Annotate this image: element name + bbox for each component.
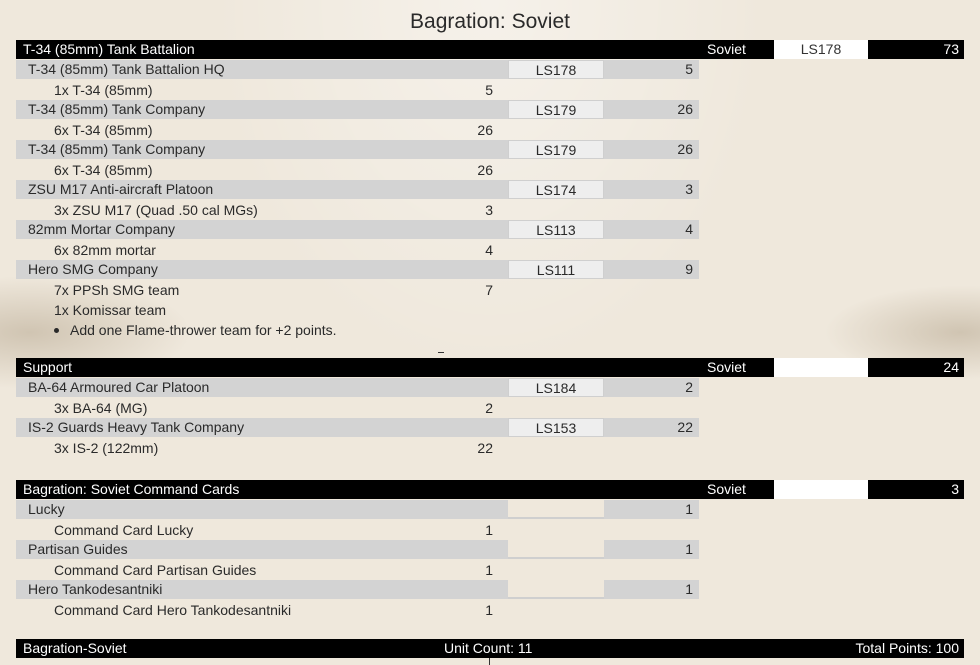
unit-composition-row: [16, 600, 964, 620]
composition-points: 4: [485, 242, 493, 258]
unit-composition-row: [16, 398, 964, 418]
formation-nation: Soviet: [707, 481, 746, 497]
unit-points: 22: [604, 418, 699, 437]
formation-section: [16, 358, 964, 458]
divider-mark: [438, 352, 444, 353]
unit-points: 3: [604, 180, 699, 199]
composition-text: Command Card Lucky: [54, 522, 194, 538]
formation-name: T-34 (85mm) Tank Battalion: [23, 41, 195, 57]
unit-row[interactable]: [16, 580, 964, 600]
unit-card: LS179: [508, 140, 604, 159]
bullet-icon: [54, 328, 59, 333]
unit-name: ZSU M17 Anti-aircraft Platoon: [16, 180, 508, 199]
unit-name: Lucky: [16, 500, 508, 519]
unit-card: LS111: [508, 260, 604, 279]
composition-points: 2: [485, 400, 493, 416]
formation-card: [774, 480, 868, 499]
unit-card: LS174: [508, 180, 604, 199]
unit-row[interactable]: [16, 220, 964, 240]
composition-points: 1: [485, 602, 493, 618]
composition-points: 1: [485, 522, 493, 538]
unit-composition-row: [16, 80, 964, 100]
unit-name: BA-64 Armoured Car Platoon: [16, 378, 508, 397]
composition-text: 3x IS-2 (122mm): [54, 440, 159, 456]
unit-composition-row: [16, 160, 964, 180]
composition-points: 5: [485, 82, 493, 98]
unit-row[interactable]: [16, 140, 964, 160]
composition-points: 3: [485, 202, 493, 218]
footer-total-points: Total Points: 100: [855, 640, 959, 656]
formation-header[interactable]: [16, 480, 964, 499]
formation-header[interactable]: [16, 358, 964, 377]
unit-points: 1: [604, 500, 699, 519]
unit-card: LS113: [508, 220, 604, 239]
formation-section: [16, 40, 964, 340]
composition-text: 3x BA-64 (MG): [54, 400, 148, 416]
formation-section: [16, 480, 964, 620]
unit-card: LS179: [508, 100, 604, 119]
unit-points: 26: [604, 140, 699, 159]
divider-mark: [489, 658, 490, 665]
unit-name: Hero SMG Company: [16, 260, 508, 279]
formation-name: Support: [23, 359, 73, 375]
unit-composition-row: [16, 280, 964, 300]
composition-text: 6x T-34 (85mm): [54, 122, 153, 138]
unit-card: LS153: [508, 418, 604, 437]
composition-text: 7x PPSh SMG team: [54, 282, 180, 298]
composition-text: 3x ZSU M17 (Quad .50 cal MGs): [54, 202, 258, 218]
composition-text: Command Card Partisan Guides: [54, 562, 257, 578]
unit-name: Hero Tankodesantniki: [16, 580, 508, 599]
formation-header[interactable]: [16, 40, 964, 59]
unit-card: [508, 580, 604, 599]
unit-points: 1: [604, 580, 699, 599]
list-footer: [16, 639, 964, 658]
unit-row[interactable]: [16, 500, 964, 520]
composition-text: Command Card Hero Tankodesantniki: [54, 602, 292, 618]
unit-name: Partisan Guides: [16, 540, 508, 559]
formation-total: 73: [943, 41, 959, 57]
unit-points: 2: [604, 378, 699, 397]
unit-composition-row: [16, 120, 964, 140]
unit-composition-row: [16, 200, 964, 220]
unit-row[interactable]: [16, 180, 964, 200]
composition-text: 1x T-34 (85mm): [54, 82, 153, 98]
unit-option-row: [16, 320, 964, 340]
unit-row[interactable]: [16, 418, 964, 438]
composition-points: 7: [485, 282, 493, 298]
unit-name: IS-2 Guards Heavy Tank Company: [16, 418, 508, 437]
unit-row[interactable]: [16, 378, 964, 398]
unit-points: 5: [604, 60, 699, 79]
formation-nation: Soviet: [707, 359, 746, 375]
unit-card: [508, 500, 604, 519]
unit-composition-row: [16, 560, 964, 580]
page-title: Bagration: Soviet: [410, 10, 570, 33]
composition-points: 26: [477, 162, 493, 178]
composition-text: 6x T-34 (85mm): [54, 162, 153, 178]
composition-points: 22: [477, 440, 493, 456]
formation-card: [774, 358, 868, 377]
composition-points: 1: [485, 562, 493, 578]
unit-card: LS184: [508, 378, 604, 397]
unit-name: T-34 (85mm) Tank Company: [16, 140, 508, 159]
unit-points: 26: [604, 100, 699, 119]
unit-points: 9: [604, 260, 699, 279]
unit-composition-row: [16, 438, 964, 458]
unit-card: [508, 540, 604, 559]
unit-name: 82mm Mortar Company: [16, 220, 508, 239]
unit-name: T-34 (85mm) Tank Company: [16, 100, 508, 119]
composition-points: 26: [477, 122, 493, 138]
footer-unit-count: Unit Count: 11: [444, 640, 533, 656]
unit-row[interactable]: [16, 260, 964, 280]
unit-points: 4: [604, 220, 699, 239]
composition-text: 1x Komissar team: [54, 302, 167, 318]
formation-name: Bagration: Soviet Command Cards: [23, 481, 240, 497]
option-text: Add one Flame-thrower team for +2 points.: [70, 322, 337, 338]
composition-text: 6x 82mm mortar: [54, 242, 156, 258]
unit-row[interactable]: [16, 100, 964, 120]
unit-composition-row: [16, 300, 964, 320]
unit-points: 1: [604, 540, 699, 559]
formation-total: 24: [943, 359, 959, 375]
formation-nation: Soviet: [707, 41, 746, 57]
unit-row[interactable]: [16, 540, 964, 560]
unit-row[interactable]: [16, 60, 964, 80]
unit-name: T-34 (85mm) Tank Battalion HQ: [16, 60, 508, 79]
formation-total: 3: [951, 481, 959, 497]
footer-list-name: Bagration-Soviet: [23, 640, 127, 656]
formation-card: LS178: [774, 40, 868, 59]
unit-composition-row: [16, 520, 964, 540]
unit-composition-row: [16, 240, 964, 260]
unit-card: LS178: [508, 60, 604, 79]
